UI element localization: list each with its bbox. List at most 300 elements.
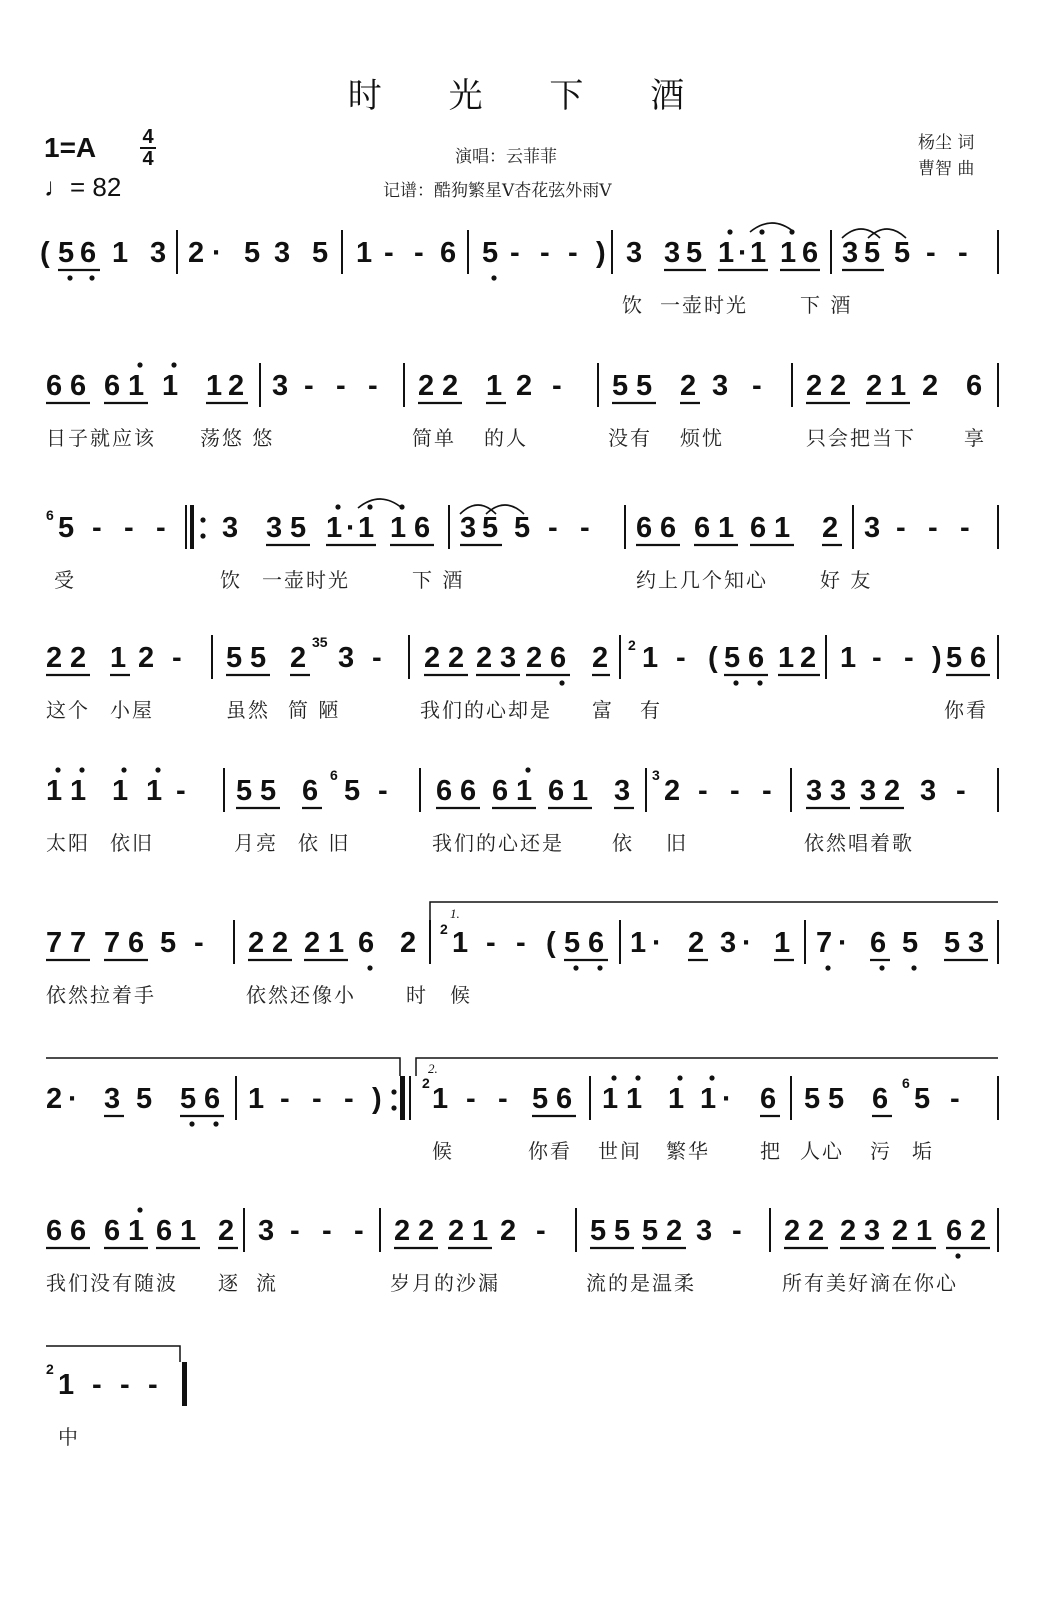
singer-credit: 演唱：云菲菲 — [455, 147, 557, 167]
note-5-18: 1 — [630, 927, 647, 959]
note-4-12: 6 — [492, 775, 509, 807]
note-3-7: 2 — [290, 642, 307, 674]
note-2-16: - — [580, 512, 590, 544]
note-7-14: 1 — [472, 1215, 489, 1247]
lyricist-credit: 杨尘 词 — [918, 133, 975, 153]
note-6-11: 1 — [432, 1083, 449, 1115]
note-3-11: 2 — [448, 642, 465, 674]
lyric-4-6: 旧 — [666, 831, 688, 855]
note-7-23: 2 — [784, 1215, 801, 1247]
note-6-25: 5 — [914, 1083, 931, 1115]
note-0-3: 1 — [112, 237, 129, 269]
octave-dot-high — [635, 1075, 640, 1080]
note-7-16: - — [536, 1215, 546, 1247]
note-3-27: ) — [932, 642, 942, 674]
note-6-14: 5 — [532, 1083, 549, 1115]
lyric-6-6: 污 — [870, 1139, 892, 1163]
note-1-13: 1 — [486, 370, 503, 402]
note-0-11: - — [384, 237, 394, 269]
lyric-5-2: 时 — [406, 983, 428, 1007]
note-2-13: 5 — [482, 512, 499, 544]
note-6-20: · — [722, 1083, 732, 1115]
lyric-5-1: 依然还像小 — [246, 983, 356, 1007]
note-1-6: 2 — [228, 370, 245, 402]
lyric-3-3: 简 陋 — [288, 698, 341, 722]
octave-dot-low — [757, 680, 762, 685]
grace-note: 35 — [312, 634, 328, 650]
note-6-18: 1 — [668, 1083, 685, 1115]
note-5-17: 6 — [588, 927, 605, 959]
note-4-15: 1 — [572, 775, 589, 807]
note-6-21: 6 — [760, 1083, 777, 1115]
note-6-3: 5 — [136, 1083, 153, 1115]
note-7-1: 6 — [70, 1215, 87, 1247]
note-2-21: 6 — [750, 512, 767, 544]
note-2-26: - — [928, 512, 938, 544]
note-0-20: 3 — [664, 237, 681, 269]
note-5-9: 1 — [328, 927, 345, 959]
note-6-4: 5 — [180, 1083, 197, 1115]
lyric-6-2: 世间 — [598, 1139, 642, 1163]
note-0-23: · — [738, 237, 748, 269]
note-4-19: - — [730, 775, 740, 807]
note-3-5: 5 — [226, 642, 243, 674]
note-5-16: 5 — [564, 927, 581, 959]
note-6-12: - — [466, 1083, 476, 1115]
note-0-6: · — [212, 237, 222, 269]
lyric-1-4: 没有 — [608, 426, 652, 450]
note-5-10: 6 — [358, 927, 375, 959]
note-1-21: 2 — [806, 370, 823, 402]
note-1-18: 2 — [680, 370, 697, 402]
note-5-7: 2 — [272, 927, 289, 959]
note-7-22: - — [732, 1215, 742, 1247]
note-7-6: 2 — [218, 1215, 235, 1247]
note-0-5: 2 — [188, 237, 205, 269]
note-7-11: 2 — [394, 1215, 411, 1247]
lyric-1-2: 简单 — [412, 426, 456, 450]
lyric-6-1: 你看 — [528, 1139, 572, 1163]
note-4-6: 5 — [260, 775, 277, 807]
note-4-0: 1 — [46, 775, 63, 807]
note-1-16: 5 — [612, 370, 629, 402]
volta-bracket-1-cont — [46, 1058, 400, 1076]
transcriber-credit: 记谱：酷狗繁星V杏花弦外雨V — [383, 181, 612, 201]
note-5-3: 6 — [128, 927, 145, 959]
note-0-8: 3 — [274, 237, 291, 269]
note-6-24: 6 — [872, 1083, 889, 1115]
lyric-1-1: 荡悠 悠 — [200, 426, 275, 450]
note-2-11: 6 — [414, 512, 431, 544]
note-3-21: 6 — [748, 642, 765, 674]
note-4-13: 1 — [516, 775, 533, 807]
lyric-7-1: 逐 — [218, 1271, 240, 1295]
note-5-28: 5 — [944, 927, 961, 959]
note-1-20: - — [752, 370, 762, 402]
repeat-dot — [200, 517, 205, 522]
volta-bracket-2-cont — [46, 1346, 180, 1362]
note-6-26: - — [950, 1083, 960, 1115]
note-4-8: 5 — [344, 775, 361, 807]
note-3-25: - — [872, 642, 882, 674]
note-1-4: 1 — [162, 370, 179, 402]
note-2-23: 2 — [822, 512, 839, 544]
note-6-8: - — [312, 1083, 322, 1115]
note-3-23: 2 — [800, 642, 817, 674]
note-6-15: 6 — [556, 1083, 573, 1115]
note-3-6: 5 — [250, 642, 267, 674]
grace-note: 6 — [902, 1075, 910, 1091]
thick-barline — [190, 505, 194, 549]
note-3-13: 3 — [500, 642, 517, 674]
note-0-27: 3 — [842, 237, 859, 269]
lyric-2-5: 好 友 — [820, 568, 873, 592]
note-7-29: 6 — [946, 1215, 963, 1247]
lyric-3-6: 有 — [640, 698, 662, 722]
note-8-1: - — [92, 1369, 102, 1401]
note-4-9: - — [378, 775, 388, 807]
octave-dot-high — [367, 504, 372, 509]
note-1-3: 1 — [128, 370, 145, 402]
time-signature-bottom: 4 — [142, 148, 154, 170]
lyric-2-3: 下 酒 — [412, 568, 465, 592]
note-7-20: 2 — [666, 1215, 683, 1247]
note-3-2: 1 — [110, 642, 127, 674]
note-2-27: - — [960, 512, 970, 544]
note-2-2: - — [124, 512, 134, 544]
lyric-0-2: 下 酒 — [800, 293, 853, 317]
grace-note: 6 — [330, 767, 338, 783]
lyric-3-2: 虽然 — [226, 698, 270, 722]
octave-dot-low — [879, 965, 884, 970]
note-6-23: 5 — [828, 1083, 845, 1115]
note-0-15: - — [510, 237, 520, 269]
lyric-5-3: 候 — [450, 983, 472, 1007]
note-3-24: 1 — [840, 642, 857, 674]
note-3-29: 6 — [970, 642, 987, 674]
note-0-12: - — [414, 237, 424, 269]
note-7-27: 2 — [892, 1215, 909, 1247]
note-4-22: 3 — [830, 775, 847, 807]
note-7-13: 2 — [448, 1215, 465, 1247]
tempo-marking: ♩= 82 — [44, 172, 122, 202]
note-7-8: - — [290, 1215, 300, 1247]
note-4-14: 6 — [548, 775, 565, 807]
note-5-15: ( — [546, 927, 556, 959]
lyric-4-0: 太阳 — [46, 831, 90, 855]
thick-barline — [400, 1076, 404, 1120]
note-7-28: 1 — [916, 1215, 933, 1247]
note-2-8: · — [346, 512, 356, 544]
composer-credit: 曹智 曲 — [918, 159, 975, 179]
note-1-2: 6 — [104, 370, 121, 402]
note-3-17: 1 — [642, 642, 659, 674]
note-3-4: - — [172, 642, 182, 674]
note-7-17: 5 — [590, 1215, 607, 1247]
octave-dot-low — [825, 965, 830, 970]
octave-dot-high — [727, 229, 732, 234]
lyric-4-7: 依然唱着歌 — [804, 831, 914, 855]
lyric-1-6: 只会把当下 — [806, 426, 916, 450]
note-6-19: 1 — [700, 1083, 717, 1115]
note-3-14: 2 — [526, 642, 543, 674]
grace-note: 2 — [46, 1361, 54, 1377]
octave-dot-low — [559, 680, 564, 685]
lyric-2-1: 饮 — [220, 568, 242, 592]
volta-bracket-1 — [430, 902, 998, 922]
octave-dot-high — [525, 767, 530, 772]
note-2-14: 5 — [514, 512, 531, 544]
lyric-1-0: 日子就应该 — [46, 426, 156, 450]
repeat-dot — [200, 533, 205, 538]
note-4-24: 2 — [884, 775, 901, 807]
note-6-6: 1 — [248, 1083, 265, 1115]
note-2-10: 1 — [390, 512, 407, 544]
octave-dot-high — [677, 1075, 682, 1080]
note-5-20: 2 — [688, 927, 705, 959]
note-5-29: 3 — [968, 927, 985, 959]
lyric-7-5: 所有美好滴在你心 — [782, 1271, 958, 1295]
slur — [358, 499, 402, 508]
grace-note: 2 — [440, 921, 448, 937]
note-6-2: 3 — [104, 1083, 121, 1115]
octave-dot-low — [213, 1121, 218, 1126]
note-2-6: 5 — [290, 512, 307, 544]
note-4-21: 3 — [806, 775, 823, 807]
note-3-9: - — [372, 642, 382, 674]
note-1-1: 6 — [70, 370, 87, 402]
note-0-2: 6 — [80, 237, 97, 269]
note-4-1: 1 — [70, 775, 87, 807]
note-0-26: 6 — [802, 237, 819, 269]
note-1-23: 2 — [866, 370, 883, 402]
note-6-22: 5 — [804, 1083, 821, 1115]
octave-dot-low — [911, 965, 916, 970]
note-1-26: 6 — [966, 370, 983, 402]
note-7-2: 6 — [104, 1215, 121, 1247]
lyric-2-4: 约上几个知心 — [636, 568, 768, 592]
note-1-7: 3 — [272, 370, 289, 402]
note-3-18: - — [676, 642, 686, 674]
note-0-24: 1 — [750, 237, 767, 269]
note-2-25: - — [896, 512, 906, 544]
lyric-7-0: 我们没有随波 — [46, 1271, 178, 1295]
lyric-0-1: 一壶时光 — [660, 293, 748, 317]
note-3-0: 2 — [46, 642, 63, 674]
note-5-27: 5 — [902, 927, 919, 959]
note-0-25: 1 — [780, 237, 797, 269]
note-2-9: 1 — [358, 512, 375, 544]
note-7-0: 6 — [46, 1215, 63, 1247]
note-1-15: - — [552, 370, 562, 402]
lyric-2-2: 一壶时光 — [262, 568, 350, 592]
note-7-19: 5 — [642, 1215, 659, 1247]
note-4-2: 1 — [112, 775, 129, 807]
note-7-5: 1 — [180, 1215, 197, 1247]
octave-dot-high — [171, 362, 176, 367]
note-6-7: - — [280, 1083, 290, 1115]
lyric-6-4: 把 — [760, 1139, 782, 1163]
octave-dot-high — [79, 767, 84, 772]
note-5-21: 3 — [720, 927, 737, 959]
note-7-30: 2 — [970, 1215, 987, 1247]
note-5-19: · — [652, 927, 662, 959]
note-6-13: - — [498, 1083, 508, 1115]
note-6-16: 1 — [602, 1083, 619, 1115]
octave-dot-high — [611, 1075, 616, 1080]
note-1-14: 2 — [516, 370, 533, 402]
octave-dot-high — [335, 504, 340, 509]
lyric-3-4: 我们的心却是 — [420, 698, 552, 722]
note-7-26: 3 — [864, 1215, 881, 1247]
note-1-0: 6 — [46, 370, 63, 402]
repeat-dot — [391, 1089, 396, 1094]
note-5-25: · — [838, 927, 848, 959]
note-1-19: 3 — [712, 370, 729, 402]
grace-note: 2 — [422, 1075, 430, 1091]
note-6-17: 1 — [626, 1083, 643, 1115]
grace-note: 3 — [652, 767, 660, 783]
note-0-21: 5 — [686, 237, 703, 269]
note-1-8: - — [304, 370, 314, 402]
note-1-9: - — [336, 370, 346, 402]
note-5-6: 2 — [248, 927, 265, 959]
note-7-3: 1 — [128, 1215, 145, 1247]
note-0-9: 5 — [312, 237, 329, 269]
note-4-18: - — [698, 775, 708, 807]
note-2-4: 3 — [222, 512, 239, 544]
note-1-11: 2 — [418, 370, 435, 402]
lyric-0-0: 饮 — [622, 293, 644, 317]
key-signature: 1=A — [44, 132, 97, 163]
volta-label-1: 1. — [450, 906, 460, 921]
lyric-6-7: 垢 — [912, 1139, 934, 1163]
note-4-4: - — [176, 775, 186, 807]
note-4-7: 6 — [302, 775, 319, 807]
note-3-12: 2 — [476, 642, 493, 674]
thick-barline — [183, 1362, 187, 1406]
note-3-19: ( — [708, 642, 718, 674]
note-0-14: 5 — [482, 237, 499, 269]
note-0-0: ( — [40, 237, 50, 269]
note-5-2: 7 — [104, 927, 121, 959]
octave-dot-low — [597, 965, 602, 970]
note-6-1: · — [68, 1083, 78, 1115]
lyric-7-4: 流的是温柔 — [586, 1271, 696, 1295]
octave-dot-high — [759, 229, 764, 234]
note-5-5: - — [194, 927, 204, 959]
lyric-3-1: 小屋 — [110, 698, 154, 722]
note-5-11: 2 — [400, 927, 417, 959]
note-4-26: - — [956, 775, 966, 807]
note-2-5: 3 — [266, 512, 283, 544]
note-1-22: 2 — [830, 370, 847, 402]
note-3-28: 5 — [946, 642, 963, 674]
note-7-9: - — [322, 1215, 332, 1247]
lyric-3-7: 你看 — [944, 698, 988, 722]
note-0-17: - — [568, 237, 578, 269]
note-7-10: - — [354, 1215, 364, 1247]
note-5-23: 1 — [774, 927, 791, 959]
lyric-8-0: 中 — [58, 1425, 80, 1449]
octave-dot-high — [137, 1207, 142, 1212]
note-4-23: 3 — [860, 775, 877, 807]
note-0-29: 5 — [894, 237, 911, 269]
note-3-22: 1 — [778, 642, 795, 674]
note-2-22: 1 — [774, 512, 791, 544]
note-2-3: - — [156, 512, 166, 544]
note-0-4: 3 — [150, 237, 167, 269]
note-1-17: 5 — [636, 370, 653, 402]
octave-dot-low — [67, 275, 72, 280]
note-3-10: 2 — [424, 642, 441, 674]
note-0-19: 3 — [626, 237, 643, 269]
lyric-6-3: 繁华 — [666, 1139, 710, 1163]
note-1-12: 2 — [442, 370, 459, 402]
note-4-16: 3 — [614, 775, 631, 807]
note-7-18: 5 — [614, 1215, 631, 1247]
note-5-4: 5 — [160, 927, 177, 959]
note-4-10: 6 — [436, 775, 453, 807]
note-2-1: - — [92, 512, 102, 544]
octave-dot-low — [573, 965, 578, 970]
note-2-7: 1 — [326, 512, 343, 544]
note-3-8: 3 — [338, 642, 355, 674]
note-1-24: 1 — [890, 370, 907, 402]
song-title: 时 光 下 酒 — [347, 76, 713, 116]
note-0-22: 1 — [718, 237, 735, 269]
octave-dot-low — [955, 1253, 960, 1258]
note-3-15: 6 — [550, 642, 567, 674]
note-0-18: ) — [596, 237, 606, 269]
note-7-4: 6 — [156, 1215, 173, 1247]
note-5-0: 7 — [46, 927, 63, 959]
lyric-7-3: 岁月的沙漏 — [390, 1271, 500, 1295]
lyric-2-0: 受 — [54, 568, 76, 592]
note-3-20: 5 — [724, 642, 741, 674]
octave-dot-high — [121, 767, 126, 772]
note-0-7: 5 — [244, 237, 261, 269]
note-0-10: 1 — [356, 237, 373, 269]
note-6-9: - — [344, 1083, 354, 1115]
octave-dot-high — [55, 767, 60, 772]
note-1-10: - — [368, 370, 378, 402]
note-1-25: 2 — [922, 370, 939, 402]
note-0-1: 5 — [58, 237, 75, 269]
octave-dot-low — [89, 275, 94, 280]
slur — [750, 223, 794, 232]
note-4-17: 2 — [664, 775, 681, 807]
octave-dot-low — [733, 680, 738, 685]
note-5-1: 7 — [70, 927, 87, 959]
note-7-21: 3 — [696, 1215, 713, 1247]
repeat-dot — [391, 1105, 396, 1110]
note-0-28: 5 — [864, 237, 881, 269]
lyric-1-3: 的人 — [484, 426, 528, 450]
note-8-0: 1 — [58, 1369, 75, 1401]
note-4-11: 6 — [460, 775, 477, 807]
lyric-3-5: 富 — [592, 698, 614, 722]
note-7-7: 3 — [258, 1215, 275, 1247]
note-8-2: - — [120, 1369, 130, 1401]
grace-note: 2 — [628, 637, 636, 653]
note-4-25: 3 — [920, 775, 937, 807]
note-2-20: 1 — [718, 512, 735, 544]
note-5-22: · — [742, 927, 752, 959]
note-5-26: 6 — [870, 927, 887, 959]
note-1-5: 1 — [206, 370, 223, 402]
note-6-10: ) — [372, 1083, 382, 1115]
